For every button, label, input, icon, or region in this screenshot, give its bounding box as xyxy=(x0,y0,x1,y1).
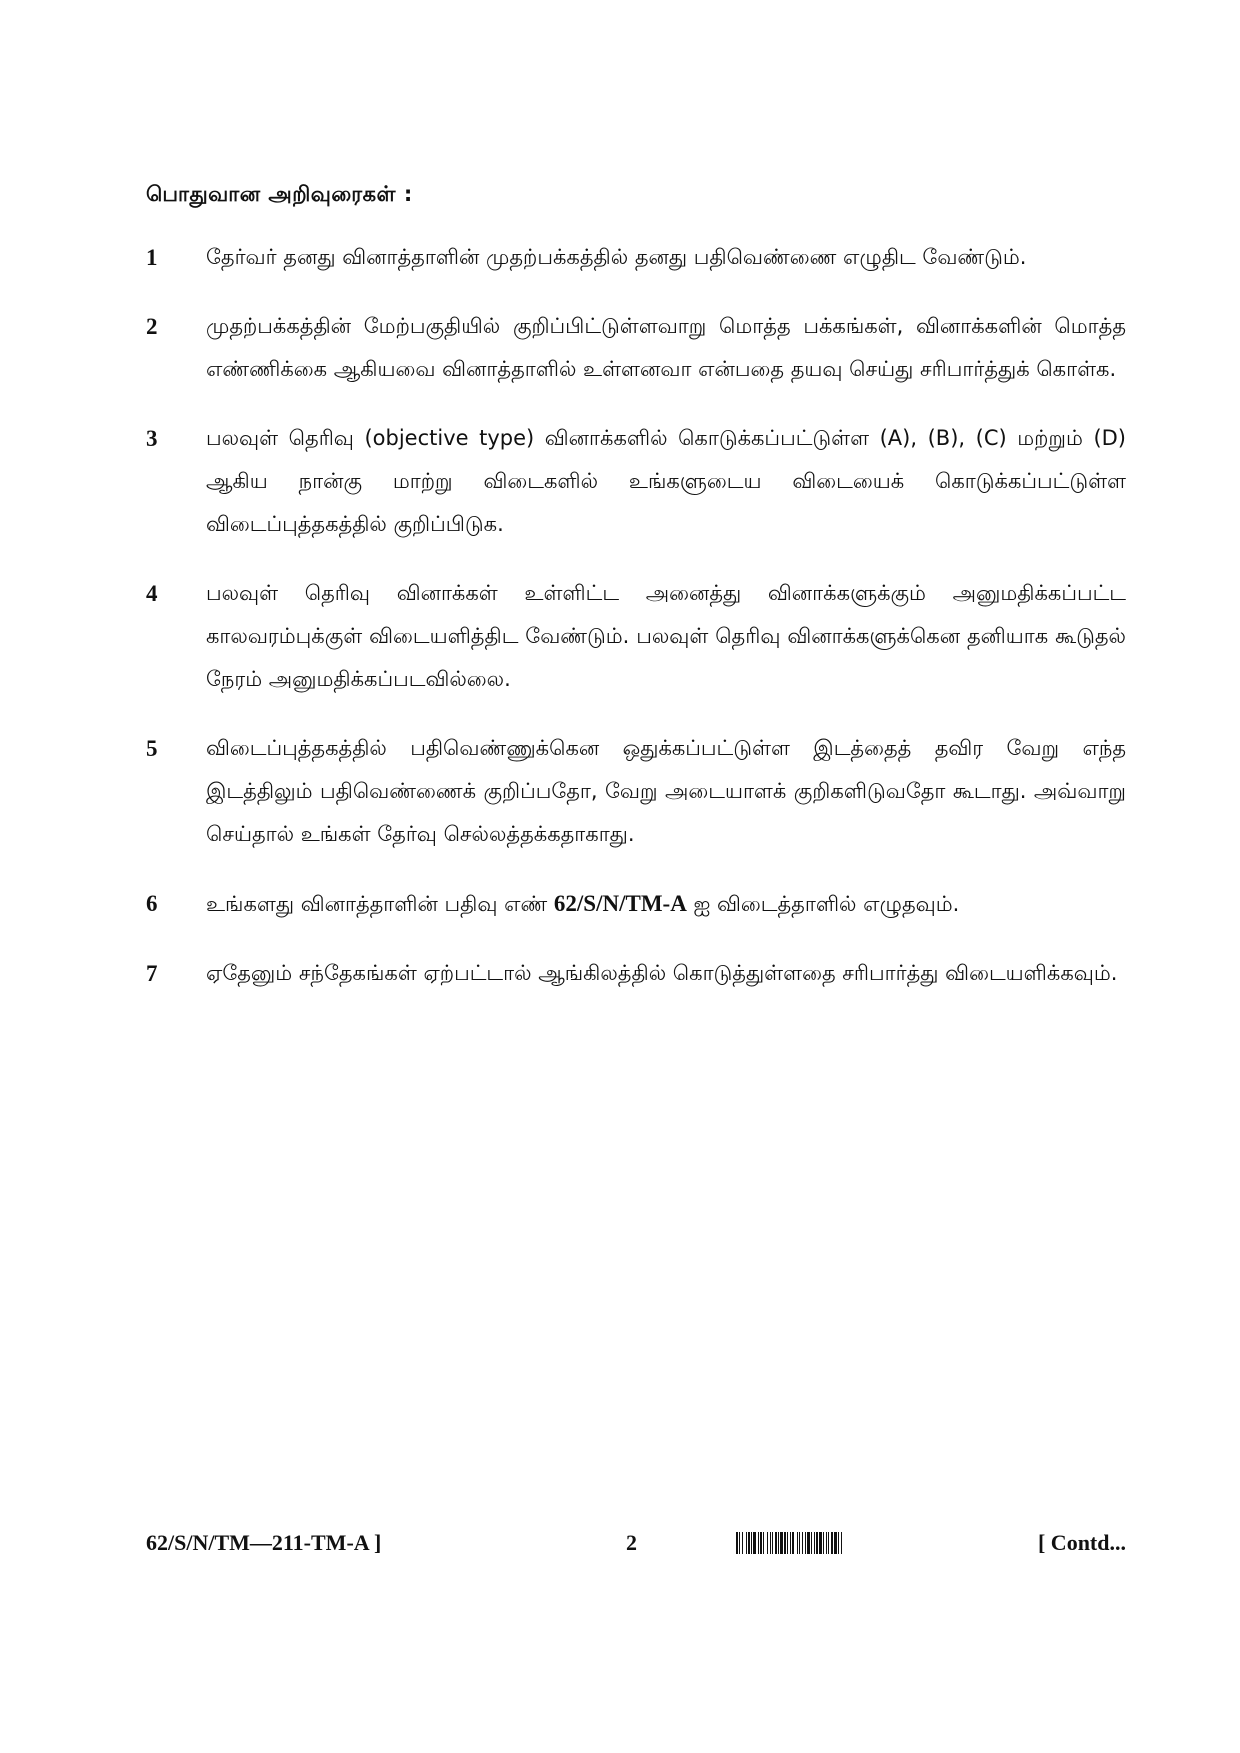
instruction-text-after: ஐ விடைத்தாளில் எழுதவும். xyxy=(686,892,960,916)
instructions-list xyxy=(146,236,1126,1021)
instruction-number: 3 xyxy=(146,426,158,451)
barcode xyxy=(736,1532,991,1554)
footer-page-number: 2 xyxy=(626,1530,637,1555)
instruction-item-6 xyxy=(146,882,1126,926)
page-footer xyxy=(146,1530,1126,1570)
instruction-number: 2 xyxy=(146,314,158,339)
instruction-number: 6 xyxy=(146,891,158,916)
instruction-number: 1 xyxy=(146,245,158,270)
instruction-item-7 xyxy=(146,952,1126,995)
general-instructions-heading: பொதுவான அறிவுரைகள் : xyxy=(146,182,413,206)
instruction-text: முதற்பக்கத்தின் மேற்பகுதியில் குறிப்பிட்டுள்ளவாறு மொத்த பக்கங்கள், வினாக்களின் மொத்த எண்ணிக்கை ஆகியவை வினாத்தாளில் உள்ளனவா என்பதை தயவு செய்து சரிபார்த்துக் கொள்க. xyxy=(206,314,1126,381)
footer-paper-code: 62/S/N/TM—211-TM-A ] xyxy=(146,1530,382,1555)
barcode-gap xyxy=(842,1532,843,1554)
instruction-text: பலவுள் தெரிவு (objective type) வினாக்களில் கொடுக்கப்பட்டுள்ள (A), (B), (C) மற்றும் (D) ஆகிய நான்கு மாற்று விடைகளில் உங்களுடைய விடையைக் கொடுக்கப்பட்டுள்ள விடைப்புத்தகத்தில் குறிப்பிடுக. xyxy=(206,426,1126,536)
instruction-item-2 xyxy=(146,305,1126,391)
instruction-text: பலவுள் தெரிவு வினாக்கள் உள்ளிட்ட அனைத்து வினாக்களுக்கும் அனுமதிக்கப்பட்ட காலவரம்புக்குள் விடையளித்திட வேண்டும். பலவுள் தெரிவு வினாக்களுக்கென தனியாக கூடுதல் நேரம் அனுமதிக்கப்படவில்லை. xyxy=(206,581,1126,691)
instruction-text: ஏதேனும் சந்தேகங்கள் ஏற்பட்டால் ஆங்கிலத்தில் கொடுத்துள்ளதை சரிபார்த்து விடையளிக்கவும். xyxy=(206,961,1118,985)
instruction-item-5 xyxy=(146,727,1126,856)
instruction-text xyxy=(206,882,1126,926)
instruction-number: 4 xyxy=(146,581,158,606)
question-paper-code: 62/S/N/TM-A xyxy=(553,891,687,916)
instruction-item-3 xyxy=(146,417,1126,546)
instruction-text: விடைப்புத்தகத்தில் பதிவெண்ணுக்கென ஒதுக்கப்பட்டுள்ள இடத்தைத் தவிர வேறு எந்த இடத்திலும் பதிவெண்ணைக் குறிப்பதோ, வேறு அடையாளக் குறிகளிடுவதோ கூடாது. அவ்வாறு செய்தால் உங்கள் தேர்வு செல்லத்தக்கதாகாது. xyxy=(206,736,1126,846)
instruction-number: 5 xyxy=(146,736,158,761)
footer-continued: [ Contd... xyxy=(1037,1530,1126,1555)
instruction-text-before: உங்களது வினாத்தாளின் பதிவு எண் xyxy=(206,892,554,916)
instruction-number: 7 xyxy=(146,961,158,986)
instruction-item-4 xyxy=(146,572,1126,701)
instruction-text: தேர்வர் தனது வினாத்தாளின் முதற்பக்கத்தில் தனது பதிவெண்ணை எழுதிட வேண்டும். xyxy=(206,245,1027,269)
instruction-item-1 xyxy=(146,236,1126,279)
